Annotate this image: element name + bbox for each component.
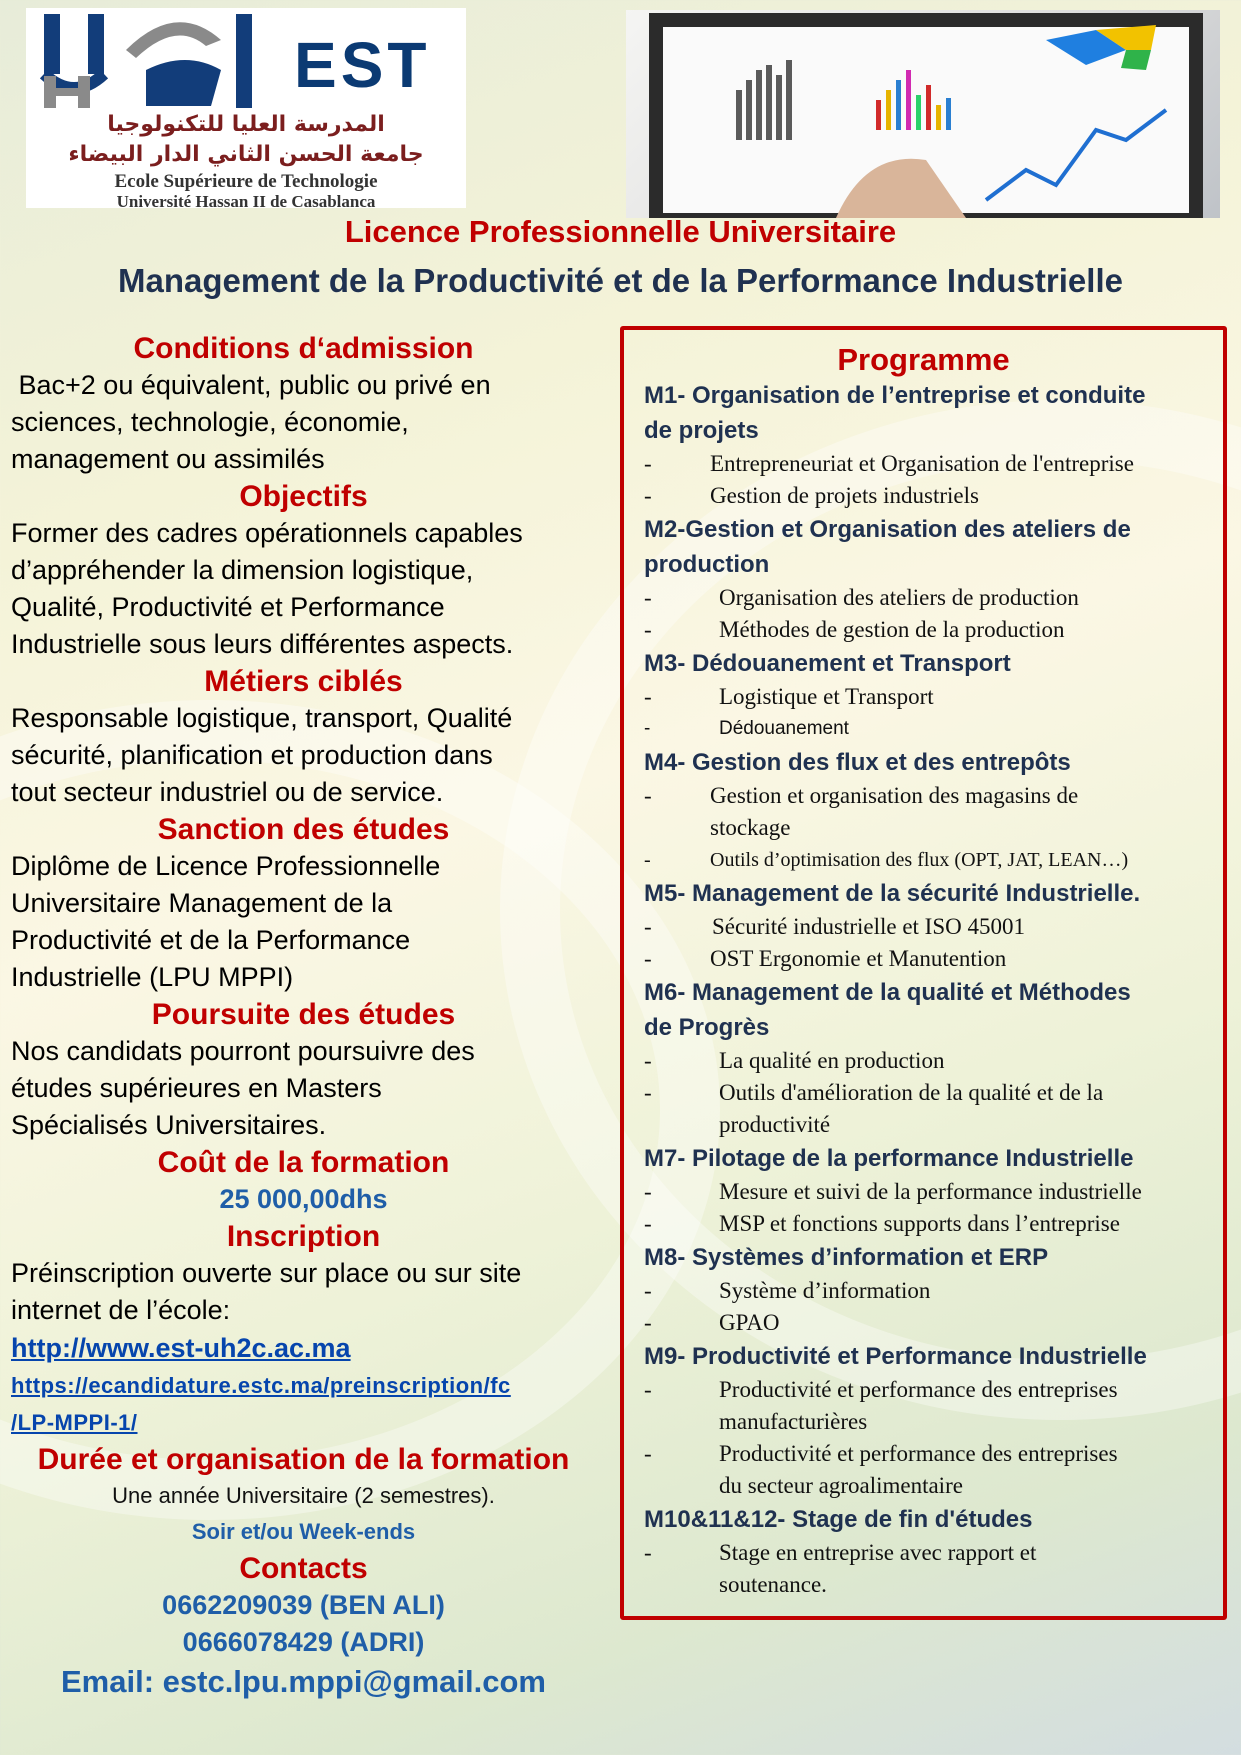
module-m3-title: M3- Dédouanement et Transport — [644, 650, 1011, 677]
logo-arabic-name: المدرسة العليا للتكنولوجيا — [107, 112, 385, 137]
poursuite-line: Nos candidats pourront poursuivre des — [11, 1036, 475, 1066]
objectifs-line: d’appréhender la dimension logistique, — [11, 555, 474, 585]
inscription-line: internet de l’école: — [11, 1295, 231, 1325]
page-title: Licence Professionnelle Universitaire — [344, 214, 897, 249]
admission-line: Bac+2 ou équivalent, public ou privé en — [11, 370, 491, 400]
metiers-line: tout secteur industriel ou de service. — [11, 777, 444, 807]
info-column — [11, 330, 611, 1703]
list-item: - Sécurité industrielle et ISO 45001 — [644, 914, 1025, 939]
module-m5-title: M5- Management de la sécurité Industrielle. — [644, 880, 1141, 907]
module-m6-title: M6- Management de la qualité et Méthodes — [644, 979, 1131, 1006]
list-item: - GPAO — [644, 1310, 780, 1335]
programme-title: Programme — [837, 342, 1010, 377]
programme-box — [620, 326, 1227, 1620]
school-website-link[interactable]: http://www.est-uh2c.ac.ma — [11, 1333, 351, 1363]
cout-value: 25 000,00dhs — [219, 1184, 388, 1214]
page-subtitle: Management de la Productivité et de la Performance Industrielle — [118, 262, 1123, 299]
module-m2-title: M2-Gestion et Organisation des ateliers de — [644, 516, 1131, 543]
contact-email: Email: estc.lpu.mppi@gmail.com — [61, 1664, 546, 1699]
list-item: - Gestion de projets industriels — [644, 483, 979, 508]
objectifs-line: Industrielle sous leurs différentes aspects. — [11, 629, 514, 659]
candidature-link[interactable]: https://ecandidature.estc.ma/preinscription/fc — [11, 1373, 511, 1398]
duree-schedule: Soir et/ou Week-ends — [191, 1519, 416, 1544]
list-item: - OST Ergonomie et Manutention — [644, 946, 1007, 971]
objectifs-line: Qualité, Productivité et Performance — [11, 592, 445, 622]
module-m2-title-continued: production — [644, 551, 770, 578]
logo-arabic-university: جامعة الحسن الثاني الدار البيضاء — [68, 142, 424, 167]
sanction-line: Industrielle (LPU MPPI) — [11, 962, 294, 992]
header-chart-photo — [626, 10, 1220, 218]
list-item: - Logistique et Transport — [644, 684, 934, 709]
duree-text: Une année Universitaire (2 semestres). — [112, 1483, 495, 1508]
list-item: - Mesure et suivi de la performance industrielle — [644, 1179, 1142, 1204]
module-m8-title: M8- Systèmes d’information et ERP — [644, 1244, 1049, 1271]
inscription-heading: Inscription — [226, 1220, 381, 1253]
list-item: - Productivité et performance des entreprises — [644, 1377, 1118, 1402]
chart-screen-illustration — [626, 10, 1220, 218]
duree-heading: Durée et organisation de la formation — [37, 1443, 570, 1476]
admission-line: sciences, technologie, économie, — [11, 407, 409, 437]
module-m4-title: M4- Gestion des flux et des entrepôts — [644, 749, 1071, 776]
sanction-heading: Sanction des études — [157, 813, 450, 846]
list-item: - Entrepreneuriat et Organisation de l'entreprise — [644, 451, 1134, 476]
list-item: - Méthodes de gestion de la production — [644, 617, 1065, 642]
sanction-line: Productivité et de la Performance — [11, 925, 411, 955]
uh2c-logo-mark — [36, 10, 266, 110]
objectifs-line: Former des cadres opérationnels capables — [11, 518, 523, 548]
list-item: - Stage en entreprise avec rapport et — [644, 1540, 1037, 1565]
module-m6-title-continued: de Progrès — [644, 1014, 770, 1041]
est-logo-text: EST — [294, 29, 431, 101]
list-item-continued: manufacturières — [719, 1409, 868, 1434]
list-item-continued: du secteur agroalimentaire — [719, 1473, 963, 1498]
list-item: - Productivité et performance des entreprises — [644, 1441, 1118, 1466]
logo-french-university: Université Hassan II de Casablanca — [116, 192, 376, 211]
school-logo — [26, 8, 466, 211]
list-item-continued: stockage — [710, 815, 791, 840]
metiers-line: sécurité, planification et production dans — [11, 740, 493, 770]
sanction-line: Diplôme de Licence Professionnelle — [11, 851, 441, 881]
list-item-continued: soutenance. — [719, 1572, 827, 1597]
admission-heading: Conditions d‘admission — [133, 332, 474, 365]
module-m1-title-continued: de projets — [644, 417, 759, 444]
sanction-line: Universitaire Management de la — [11, 888, 393, 918]
module-m7-title: M7- Pilotage de la performance Industrielle — [644, 1145, 1134, 1172]
metiers-line: Responsable logistique, transport, Qualité — [11, 703, 513, 733]
contacts-heading: Contacts — [239, 1552, 368, 1585]
list-item: - La qualité en production — [644, 1048, 945, 1073]
list-item: - Dédouanement — [644, 718, 849, 739]
logo-french-name: Ecole Supérieure de Technologie — [114, 171, 378, 192]
contact-phone: 0662209039 (BEN ALI) — [162, 1590, 445, 1620]
list-item: - Organisation des ateliers de production — [644, 585, 1079, 610]
poursuite-line: études supérieures en Masters — [11, 1073, 382, 1103]
poursuite-line: Spécialisés Universitaires. — [11, 1110, 327, 1140]
module-m10-title: M10&11&12- Stage de fin d'études — [644, 1506, 1033, 1533]
candidature-link-continued[interactable]: /LP-MPPI-1/ — [11, 1410, 138, 1435]
list-item: - Système d’information — [644, 1278, 931, 1303]
inscription-line: Préinscription ouverte sur place ou sur site — [11, 1258, 522, 1288]
module-m9-title: M9- Productivité et Performance Industrielle — [644, 1343, 1147, 1370]
metiers-heading: Métiers ciblés — [204, 665, 403, 698]
objectifs-heading: Objectifs — [239, 480, 368, 513]
list-item: - Outils d'amélioration de la qualité et de la — [644, 1080, 1104, 1105]
module-m1-title: M1- Organisation de l’entreprise et conduite — [644, 382, 1146, 409]
cout-heading: Coût de la formation — [157, 1146, 450, 1179]
poursuite-heading: Poursuite des études — [151, 998, 456, 1031]
programme-list — [624, 378, 1223, 1601]
list-item-continued: productivité — [719, 1112, 831, 1137]
list-item: - Gestion et organisation des magasins de — [644, 783, 1079, 808]
list-item: - Outils d’optimisation des flux (OPT, JAT, LEAN…) — [644, 849, 1129, 871]
list-item: - MSP et fonctions supports dans l’entreprise — [644, 1211, 1120, 1236]
contact-phone: 0666078429 (ADRI) — [182, 1627, 425, 1657]
admission-line: management ou assimilés — [11, 444, 325, 474]
